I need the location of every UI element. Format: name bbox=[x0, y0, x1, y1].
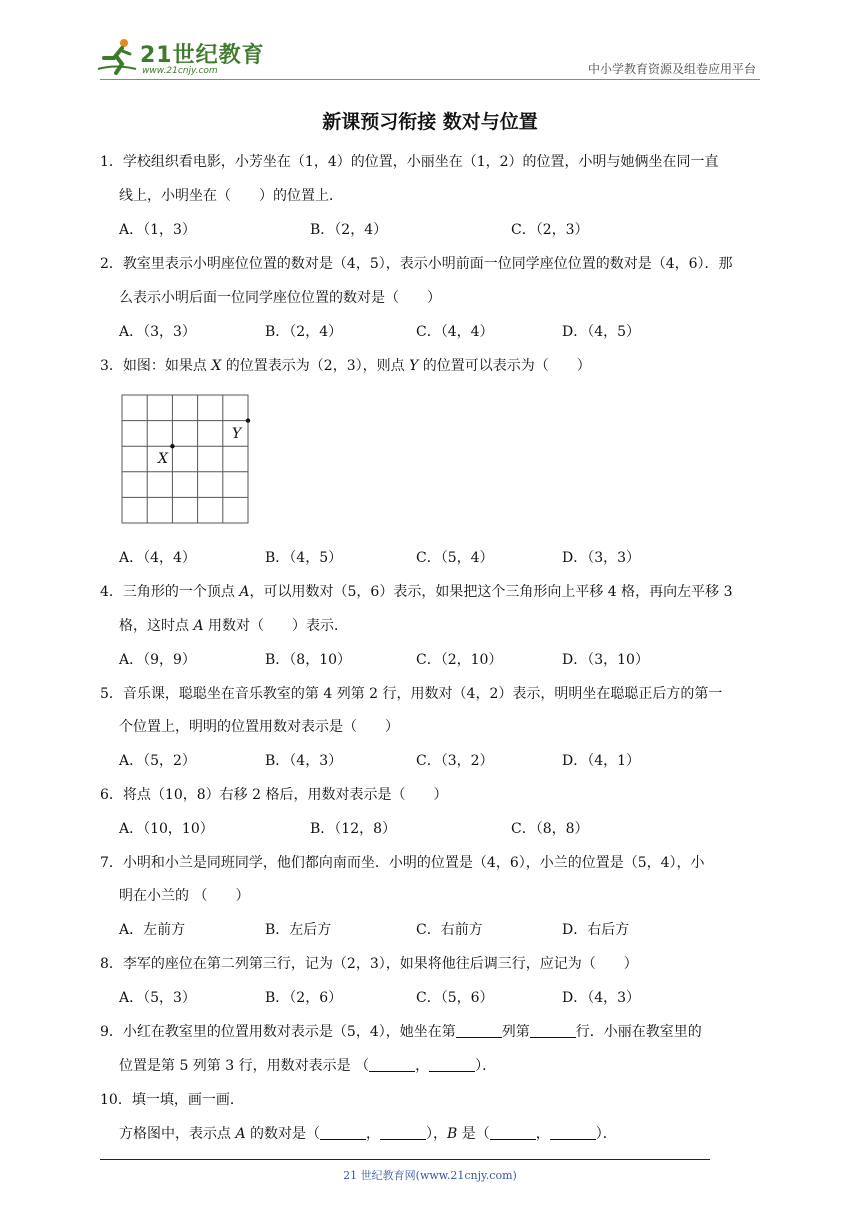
answer-blank[interactable] bbox=[490, 1125, 536, 1140]
option-d[interactable]: D．（3，10） bbox=[562, 652, 649, 668]
grid-lines bbox=[122, 395, 248, 523]
question-number: 6． bbox=[100, 787, 123, 803]
page-title: 新课预习衔接 数对与位置 bbox=[322, 111, 538, 133]
option-c[interactable]: C．（2，10） bbox=[416, 652, 503, 668]
option-c[interactable]: C．（4，4） bbox=[416, 324, 494, 340]
option-d[interactable]: D．右后方 bbox=[562, 922, 630, 938]
question-text: 教室里表示小明座位位置的数对是（4，5），表示小明前面一位同学座位位置的数对是（4，6）．那 bbox=[122, 256, 733, 272]
question-text-cont bbox=[119, 1055, 496, 1075]
question-text: ）． bbox=[475, 1058, 497, 1074]
question-text: 小明和小兰是同班同学，他们都向南而坐．小明的位置是（4，6），小兰的位置是（5，4），小 bbox=[122, 855, 705, 871]
question-number: 1． bbox=[100, 154, 123, 170]
question-text: 三角形的一个顶点 bbox=[122, 584, 240, 600]
question-text: 行．小丽在教室里的 bbox=[575, 1024, 702, 1040]
label-x: X bbox=[158, 451, 168, 467]
footer-text[interactable]: 21 世纪教育网(www.21cnjy.com) bbox=[343, 1169, 517, 1182]
question-text: 的数对是（ bbox=[245, 1126, 321, 1142]
coordinate-grid-figure bbox=[121, 394, 253, 526]
option-d[interactable]: D．（3，3） bbox=[562, 550, 641, 566]
option-c[interactable]: C．右前方 bbox=[416, 922, 483, 938]
question-4 bbox=[100, 581, 732, 601]
question-9 bbox=[100, 1021, 702, 1041]
question-number: 10． bbox=[100, 1092, 132, 1108]
question-text: ， bbox=[415, 1058, 430, 1074]
option-c[interactable]: C．（8，8） bbox=[511, 821, 589, 837]
question-text: 方格图中，表示点 bbox=[119, 1126, 236, 1142]
answer-blank[interactable] bbox=[530, 1023, 576, 1038]
question-text: 的位置可以表示为（ ） bbox=[418, 358, 591, 374]
option-d[interactable]: D．（4，3） bbox=[562, 990, 641, 1006]
question-text: 将点（10，8）右移 2 格后，用数对表示是（ ） bbox=[122, 787, 448, 803]
question-text: ）， bbox=[426, 1126, 448, 1142]
question-number: 5． bbox=[100, 686, 123, 702]
question-number: 7． bbox=[100, 855, 123, 871]
question-text-cont: 个位置上，明明的位置用数对表示是（ ） bbox=[119, 719, 399, 735]
question-number: 3． bbox=[100, 358, 123, 374]
answer-blank[interactable] bbox=[429, 1057, 475, 1072]
option-c[interactable]: C．（3，2） bbox=[416, 753, 494, 769]
question-text: 位置是第 5 列第 3 行，用数对表示是 （ bbox=[119, 1058, 370, 1074]
question-number: 9． bbox=[100, 1024, 123, 1040]
question-7 bbox=[100, 852, 705, 872]
question-text: ， bbox=[535, 1126, 550, 1142]
question-text: 音乐课，聪聪坐在音乐教室的第 4 列第 2 行，用数对（4，2）表示，明明坐在聪聪正后方的第一 bbox=[122, 686, 723, 702]
question-text: ，可以用数对（5，6）表示，如果把这个三角形向上平移 4 格，再向左平移 3 bbox=[249, 584, 733, 600]
question-8 bbox=[100, 953, 638, 973]
option-a[interactable]: A．（5，3） bbox=[119, 990, 196, 1006]
answer-blank[interactable] bbox=[456, 1023, 502, 1038]
variable-y: Y bbox=[409, 358, 419, 374]
question-text: 填一填，画一画． bbox=[131, 1092, 244, 1108]
point-y bbox=[246, 418, 250, 422]
option-a[interactable]: A．（1，3） bbox=[119, 222, 196, 238]
option-b[interactable]: B．左后方 bbox=[265, 922, 332, 938]
question-text: ）． bbox=[595, 1126, 617, 1142]
option-b[interactable]: B．（8，10） bbox=[265, 652, 352, 668]
variable-x: X bbox=[211, 358, 222, 374]
header-platform-text: 中小学教育资源及组卷应用平台 bbox=[587, 62, 756, 76]
option-c[interactable]: C．（2，3） bbox=[511, 222, 589, 238]
question-text-cont: 线上，小明坐在（ ）的位置上． bbox=[119, 188, 343, 204]
variable-a: A bbox=[235, 1126, 246, 1142]
option-c[interactable]: C．（5，6） bbox=[416, 990, 494, 1006]
brand-logo bbox=[96, 36, 266, 80]
variable-a: A bbox=[193, 618, 204, 634]
runner-icon bbox=[96, 36, 140, 76]
question-text: 李军的座位在第二列第三行，记为（2，3），如果将他往后调三行，应记为（ ） bbox=[122, 956, 638, 972]
question-number: 8． bbox=[100, 956, 123, 972]
question-10 bbox=[100, 1089, 244, 1109]
header-divider bbox=[100, 79, 760, 80]
option-a[interactable]: A．左前方 bbox=[119, 922, 186, 938]
question-text: 的位置表示为（2，3），则点 bbox=[221, 358, 410, 374]
answer-blank[interactable] bbox=[369, 1057, 415, 1072]
question-number: 2． bbox=[100, 256, 123, 272]
option-a[interactable]: A．（4，4） bbox=[119, 550, 196, 566]
question-text: 格，这时点 bbox=[119, 618, 194, 634]
option-b[interactable]: B．（2，4） bbox=[265, 324, 343, 340]
question-3 bbox=[100, 355, 591, 375]
question-2 bbox=[100, 253, 733, 273]
question-text: ， bbox=[366, 1126, 381, 1142]
brand-url: www.21cnjy.com bbox=[142, 66, 218, 76]
option-c[interactable]: C．（5，4） bbox=[416, 550, 494, 566]
question-text: 学校组织看电影，小芳坐在（1，4）的位置，小丽坐在（1，2）的位置，小明与她俩坐在同一直 bbox=[122, 154, 719, 170]
option-a[interactable]: A．（9，9） bbox=[119, 652, 196, 668]
question-text: 列第 bbox=[501, 1024, 530, 1040]
label-y: Y bbox=[232, 426, 242, 442]
answer-blank[interactable] bbox=[320, 1125, 366, 1140]
question-6 bbox=[100, 784, 447, 804]
question-1 bbox=[100, 151, 719, 171]
question-text-cont: 明在小兰的 （ ） bbox=[119, 888, 250, 904]
question-text: 小红在教室里的位置用数对表示是（5，4），她坐在第 bbox=[122, 1024, 456, 1040]
brand-name: 21世纪教育 bbox=[140, 43, 265, 68]
question-text-cont bbox=[119, 615, 348, 635]
variable-b: B bbox=[447, 1126, 458, 1142]
point-x bbox=[170, 444, 174, 448]
question-text: 是（ bbox=[457, 1126, 490, 1142]
question-text-cont: 么表示小明后面一位同学座位位置的数对是（ ） bbox=[119, 290, 441, 306]
option-b[interactable]: B．（2，4） bbox=[310, 222, 388, 238]
option-b[interactable]: B．（2，6） bbox=[265, 990, 343, 1006]
option-d[interactable]: D．（4，1） bbox=[562, 753, 641, 769]
answer-blank[interactable] bbox=[550, 1125, 596, 1140]
variable-a: A bbox=[239, 584, 250, 600]
option-b[interactable]: B．（4，3） bbox=[265, 753, 343, 769]
answer-blank[interactable] bbox=[380, 1125, 426, 1140]
question-number: 4． bbox=[100, 584, 123, 600]
option-a[interactable]: A．（3，3） bbox=[119, 324, 196, 340]
option-b[interactable]: B．（12，8） bbox=[310, 821, 397, 837]
question-text-cont bbox=[119, 1123, 617, 1143]
option-a[interactable]: A．（10，10） bbox=[119, 821, 214, 837]
question-text: 如图：如果点 bbox=[122, 358, 212, 374]
option-d[interactable]: D．（4，5） bbox=[562, 324, 641, 340]
question-5 bbox=[100, 683, 722, 703]
option-b[interactable]: B．（4，5） bbox=[265, 550, 343, 566]
option-a[interactable]: A．（5，2） bbox=[119, 753, 196, 769]
footer-divider bbox=[100, 1159, 710, 1160]
question-text: 用数对（ ）表示． bbox=[203, 618, 349, 634]
